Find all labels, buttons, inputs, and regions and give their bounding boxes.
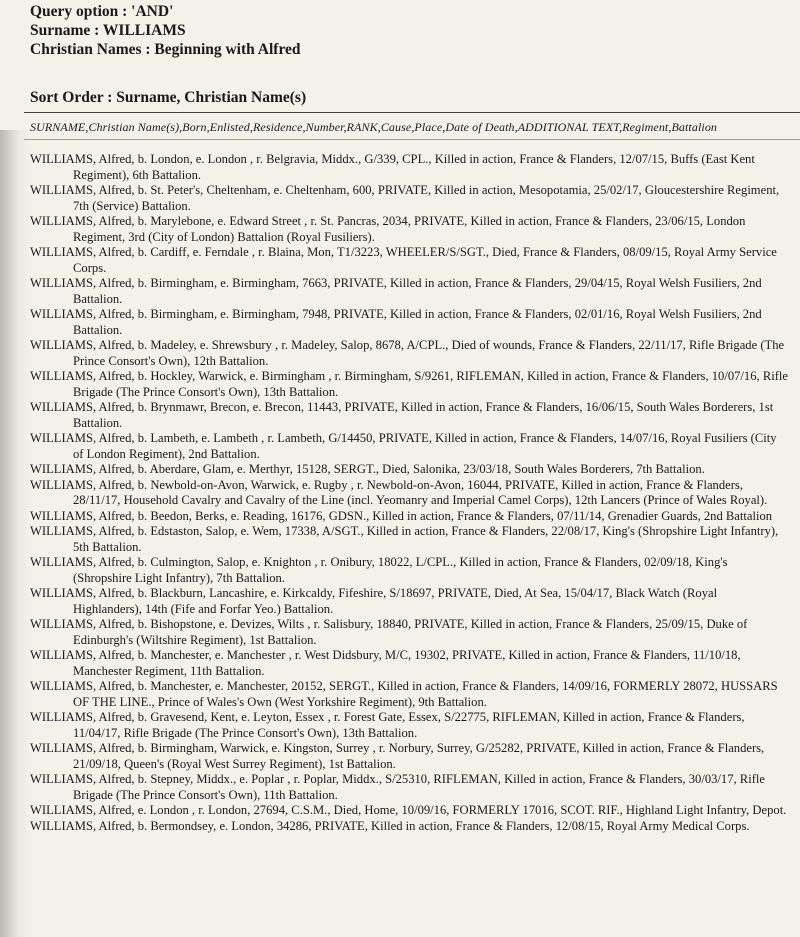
record-entry: WILLIAMS, Alfred, b. London, e. London , r. Belgravia, Middx., G/339, CPL., Killed in action, France & Flanders, 12/07/15, Buffs (East Kent Regiment), 6th Battalion.: [30, 152, 755, 182]
surname-criteria: Surname : WILLIAMS: [30, 22, 186, 39]
record-entry: WILLIAMS, Alfred, b. Cardiff, e. Ferndale , r. Blaina, Mon, T1/3223, WHEELER/S/SGT., Died, France & Flanders, 08/09/15, Royal Army Service Corps.: [30, 245, 777, 275]
record-entry: WILLIAMS, Alfred, b. Manchester, e. Manchester , r. West Didsbury, M/C, 19302, PRIVATE, Killed in action, France & Flanders, 11/10/18, Manchester Regiment, 11th Battalion.: [30, 648, 741, 678]
record-entry: WILLIAMS, Alfred, b. Manchester, e. Manchester, 20152, SERGT., Killed in action, France & Flanders, 14/09/16, FORMERLY 28072, HUSSARS OF THE LINE., Prince of Wales's Own (West Yorkshire Regiment), 9th Battalion.: [30, 679, 778, 709]
record-entry: WILLIAMS, Alfred, b. Lambeth, e. Lambeth , r. Lambeth, G/14450, PRIVATE, Killed in action, France & Flanders, 14/07/16, Royal Fusiliers (City of London Regiment), 2nd Battalion.: [30, 431, 777, 461]
record-entry: WILLIAMS, Alfred, b. Culmington, Salop, e. Knighton , r. Onibury, 18022, L/CPL., Killed in action, France & Flanders, 02/09/18, King's (Shropshire Light Infantry), 7th Battalion.: [30, 555, 728, 585]
record-entry: WILLIAMS, Alfred, b. Brynmawr, Brecon, e. Brecon, 11443, PRIVATE, Killed in action, France & Flanders, 16/06/15, South Wales Borderers, 1st Battalion.: [30, 400, 774, 430]
record-entry: WILLIAMS, Alfred, b. Birmingham, Warwick, e. Kingston, Surrey , r. Norbury, Surrey, G/25282, PRIVATE, Killed in action, France & Flanders, 21/09/18, Queen's (Royal West Surrey Regiment), 1st Battalion.: [30, 741, 765, 771]
record-entry: WILLIAMS, Alfred, b. Birmingham, e. Birmingham, 7663, PRIVATE, Killed in action, France & Flanders, 29/04/15, Royal Welsh Fusiliers, 2nd Battalion.: [30, 276, 762, 306]
record-entry: WILLIAMS, Alfred, e. London , r. London, 27694, C.S.M., Died, Home, 10/09/16, FORMERLY 17016, SCOT. RIF., Highland Light Infantry, Depot.: [30, 803, 787, 817]
record-entry: WILLIAMS, Alfred, b. St. Peter's, Cheltenham, e. Cheltenham, 600, PRIVATE, Killed in action, Mesopotamia, 25/02/17, Gloucestershire Regiment, 7th (Service) Battalion.: [30, 183, 780, 213]
record-entry: WILLIAMS, Alfred, b. Newbold-on-Avon, Warwick, e. Rugby , r. Newbold-on-Avon, 16044, PRIVATE, Killed in action, France & Flanders, 28/11/17, Household Cavalry and Cavalry of the Line (incl. Yeomanry and Imperial Camel Corps), 12th Lancers (Prince of Wales Royal).: [30, 477, 768, 507]
record-entry: WILLIAMS, Alfred, b. Madeley, e. Shrewsbury , r. Madeley, Salop, 8678, A/CPL., Died of wounds, France & Flanders, 22/11/17, Rifle Brigade (The Prince Consort's Own), 12th Battalion.: [30, 338, 785, 368]
record-entry: WILLIAMS, Alfred, b. Bishopstone, e. Devizes, Wilts , r. Salisbury, 18840, PRIVATE, Killed in action, France & Flanders, 25/09/15, Duke of Edinburgh's (Wiltshire Regiment), 1st Battalion.: [30, 617, 748, 647]
record-entry: WILLIAMS, Alfred, b. Edstaston, Salop, e. Wem, 17338, A/SGT., Killed in action, France & Flanders, 22/08/17, King's (Shropshire Light Infantry), 5th Battalion.: [30, 524, 779, 554]
divider: [24, 139, 800, 140]
record-entry: WILLIAMS, Alfred, b. Aberdare, Glam, e. Merthyr, 15128, SERGT., Died, Salonika, 23/03/18, South Wales Borderers, 7th Battalion.: [30, 462, 705, 476]
record-entry: WILLIAMS, Alfred, b. Stepney, Middx., e. Poplar , r. Poplar, Middx., S/25310, RIFLEMAN, Killed in action, France & Flanders, 30/03/17, Rifle Brigade (The Prince Consort's Own), 11th Battalion.: [30, 772, 765, 802]
record-entry: WILLIAMS, Alfred, b. Blackburn, Lancashire, e. Kirkcaldy, Fifeshire, S/18697, PRIVATE, Died, At Sea, 15/04/17, Black Watch (Royal Highlanders), 14th (Fife and Forfar Yeo.) Battalion.: [30, 586, 718, 616]
record-list: [0, 152, 800, 834]
record-entry: WILLIAMS, Alfred, b. Beedon, Berks, e. Reading, 16176, GDSN., Killed in action, France & Flanders, 07/11/14, Grenadier Guards, 2nd Battalion: [30, 508, 773, 523]
divider: [24, 112, 800, 113]
query-option: Query option : 'AND': [30, 3, 174, 20]
record-entry: WILLIAMS, Alfred, b. Hockley, Warwick, e. Birmingham , r. Birmingham, S/9261, RIFLEMAN, Killed in action, France & Flanders, 10/07/16, Rifle Brigade (The Prince Consort's Own), 13th Battalion.: [30, 369, 788, 399]
column-headings: SURNAME,Christian Name(s),Born,Enlisted,Residence,Number,RANK,Cause,Place,Date of Death,ADDITIONAL TEXT,Regiment,Battalion: [30, 120, 718, 134]
christian-names-criteria: Christian Names : Beginning with Alfred: [30, 41, 301, 58]
record-entry: WILLIAMS, Alfred, b. Marylebone, e. Edward Street , r. St. Pancras, 2034, PRIVATE, Killed in action, France & Flanders, 23/06/15, London Regiment, 3rd (City of London) Battalion (Royal Fusiliers).: [30, 214, 746, 244]
record-entry: WILLIAMS, Alfred, b. Bermondsey, e. London, 34286, PRIVATE, Killed in action, France & Flanders, 12/08/15, Royal Army Medical Corps.: [30, 818, 750, 833]
record-entry: WILLIAMS, Alfred, b. Birmingham, e. Birmingham, 7948, PRIVATE, Killed in action, France & Flanders, 02/01/16, Royal Welsh Fusiliers, 2nd Battalion.: [30, 307, 762, 337]
record-entry: WILLIAMS, Alfred, b. Gravesend, Kent, e. Leyton, Essex , r. Forest Gate, Essex, S/22775, RIFLEMAN, Killed in action, France & Flanders, 11/04/17, Rifle Brigade (The Prince Consort's Own), 13th Battalion.: [30, 710, 745, 740]
sort-order: Sort Order : Surname, Christian Name(s): [30, 89, 307, 106]
